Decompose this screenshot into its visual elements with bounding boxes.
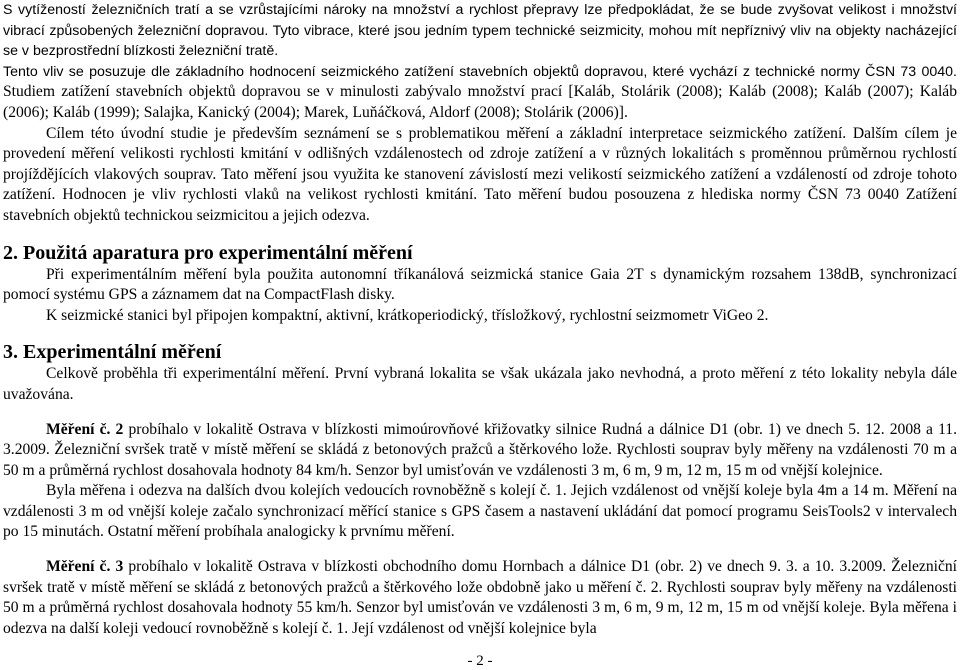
measurement-2-text: probíhalo v lokalitě Ostrava v blízkosti mimoúrovňové křižovatky silnice Rudná a dálnice D1 (obr. 1) ve dnech 5. 12. 2008 a 11. 3.2009. Železniční svršek tratě v místě měření se skládá z betonových pražců a štěrkového lože. Rychlosti souprav byly měřeny na vzdálenosti 70 m a 50 m a průměrná rychlost dosahovala hodnoty 84 km/h. Senzor byl umisťován ve vzdálenosti 3 m, 6 m, 9 m, 12 m, 15 m od vnější kolejnice.: [3, 420, 957, 479]
document-page: [3, 0, 957, 639]
measurement-2-label: Měření č. 2: [46, 420, 124, 438]
page-number: - 2 -: [467, 653, 493, 669]
intro-paragraph-1: S vytížeností železničních tratí a se vzrůstajícími nároky na množství a rychlost přepravy lze předpokládat, že se bude zvyšovat velikost i množství vibrací způsobených železniční dopravou. Tyto vibrace, které jsou jedním typem technické seizmicity, mohou mít nepříznivý vliv na objekty nacházející se v bezprostřední blízkosti železniční tratě.: [3, 2, 957, 60]
intro-paragraph-3: Cílem této úvodní studie je především seznámení se s problematikou měření a základní interpretace seizmického zatížení. Dalším cílem je provedení měření velikosti rychlosti kmitání v odlišných vzdálenostech od zdroje zatížení a v různých lokalitách s proměnnou průměrnou rychlostí projíždějících vlakových souprav. Tato měření jsou využita ke stanovení závislostí mezi velikostí seizmického zatížení a vzdáleností od zdroje tohoto zatížení. Hodnocen je vliv rychlosti vlaků na velikost rychlosti kmitání. Tato měření budou posouzena z hlediska normy ČSN 73 0040 Zatížení stavebních objektů technickou seizmicitou a jejich odezva.: [3, 124, 957, 224]
intro-paragraph-2: [3, 62, 957, 124]
measurement-3-text: probíhalo v lokalitě Ostrava v blízkosti obchodního domu Hornbach a dálnice D1 (obr. 2) ve dnech 9. 3. a 10. 3.2009. Železniční svršek tratě v místě měření se skládá z betonových pražců a štěrkového lože obdobně jako u měření č. 2. Rychlosti souprav byly měřeny na vzdálenosti 50 m a průměrná rychlost dosahovala hodnoty 55 km/h. Senzor byl umisťován ve vzdálenosti 3 m, 6 m, 9 m, 12 m, 15 m od vnější koleje. Byla měřena i odezva na další koleji vedoucí rovnoběžně s kolejí č. 1. Její vzdálenost od vnější kolejnice byla: [3, 558, 958, 637]
section-2-paragraph-1: Při experimentálním měření byla použita autonomní tříkanálová seizmická stanice Gaia 2T s dynamickým rozsahem 138dB, synchronizací pomocí systému GPS a záznamem dat na CompactFlash disky.: [3, 265, 957, 304]
section-3-paragraph-1: Celkově proběhla tři experimentální měření. První vybraná lokalita se však ukázala jako nevhodná, a proto měření z této lokality nebyla dále uvažována.: [3, 365, 957, 403]
section-2-paragraph-2: K seizmické stanici byl připojen kompaktní, aktivní, krátkoperiodický, třísložkový, rychlostní seizmometr ViGeo 2.: [46, 306, 769, 324]
section-2-heading: 2. Použitá aparatura pro experimentální měření: [3, 241, 413, 264]
intro-paragraph-2-continuation: Studiem zatížení stavebních objektů dopravou se v minulosti zabývalo množství prací [Kaláb, Stolárik (2008); Kaláb (2008); Kaláb (2007); Kaláb (2006); Kaláb (1999); Salajka, Kanický (2004); Marek, Luňáčková, Aldorf (2008); Stolárik (2006)].: [3, 83, 957, 121]
measurement-2-paragraph: [3, 420, 957, 482]
intro-paragraph-2-text: Tento vliv se posuzuje dle základního hodnocení seizmického zatížení stavebních objektů dopravou, které vychází z technické normy ČSN 73 0040.: [3, 63, 957, 80]
measurement-3-label: Měření č. 3: [46, 558, 124, 576]
measurement-2-paragraph-2: Byla měřena i odezva na dalších dvou kolejích vedoucích rovnoběžně s kolejí č. 1. Jejich vzdálenost od vnější koleje byla 4m a 14 m. Měření na vzdálenosti 3 m od vnější koleje začalo synchronizací měřící stanice s GPS časem a nastavení ukládání dat pomocí programu SeisTools2 v intervalech po 15 minutách. Ostatní měření probíhala analogicky k prvnímu měření.: [3, 482, 957, 541]
section-3-heading: 3. Experimentální měření: [3, 341, 222, 364]
measurement-3-paragraph: [3, 557, 957, 639]
